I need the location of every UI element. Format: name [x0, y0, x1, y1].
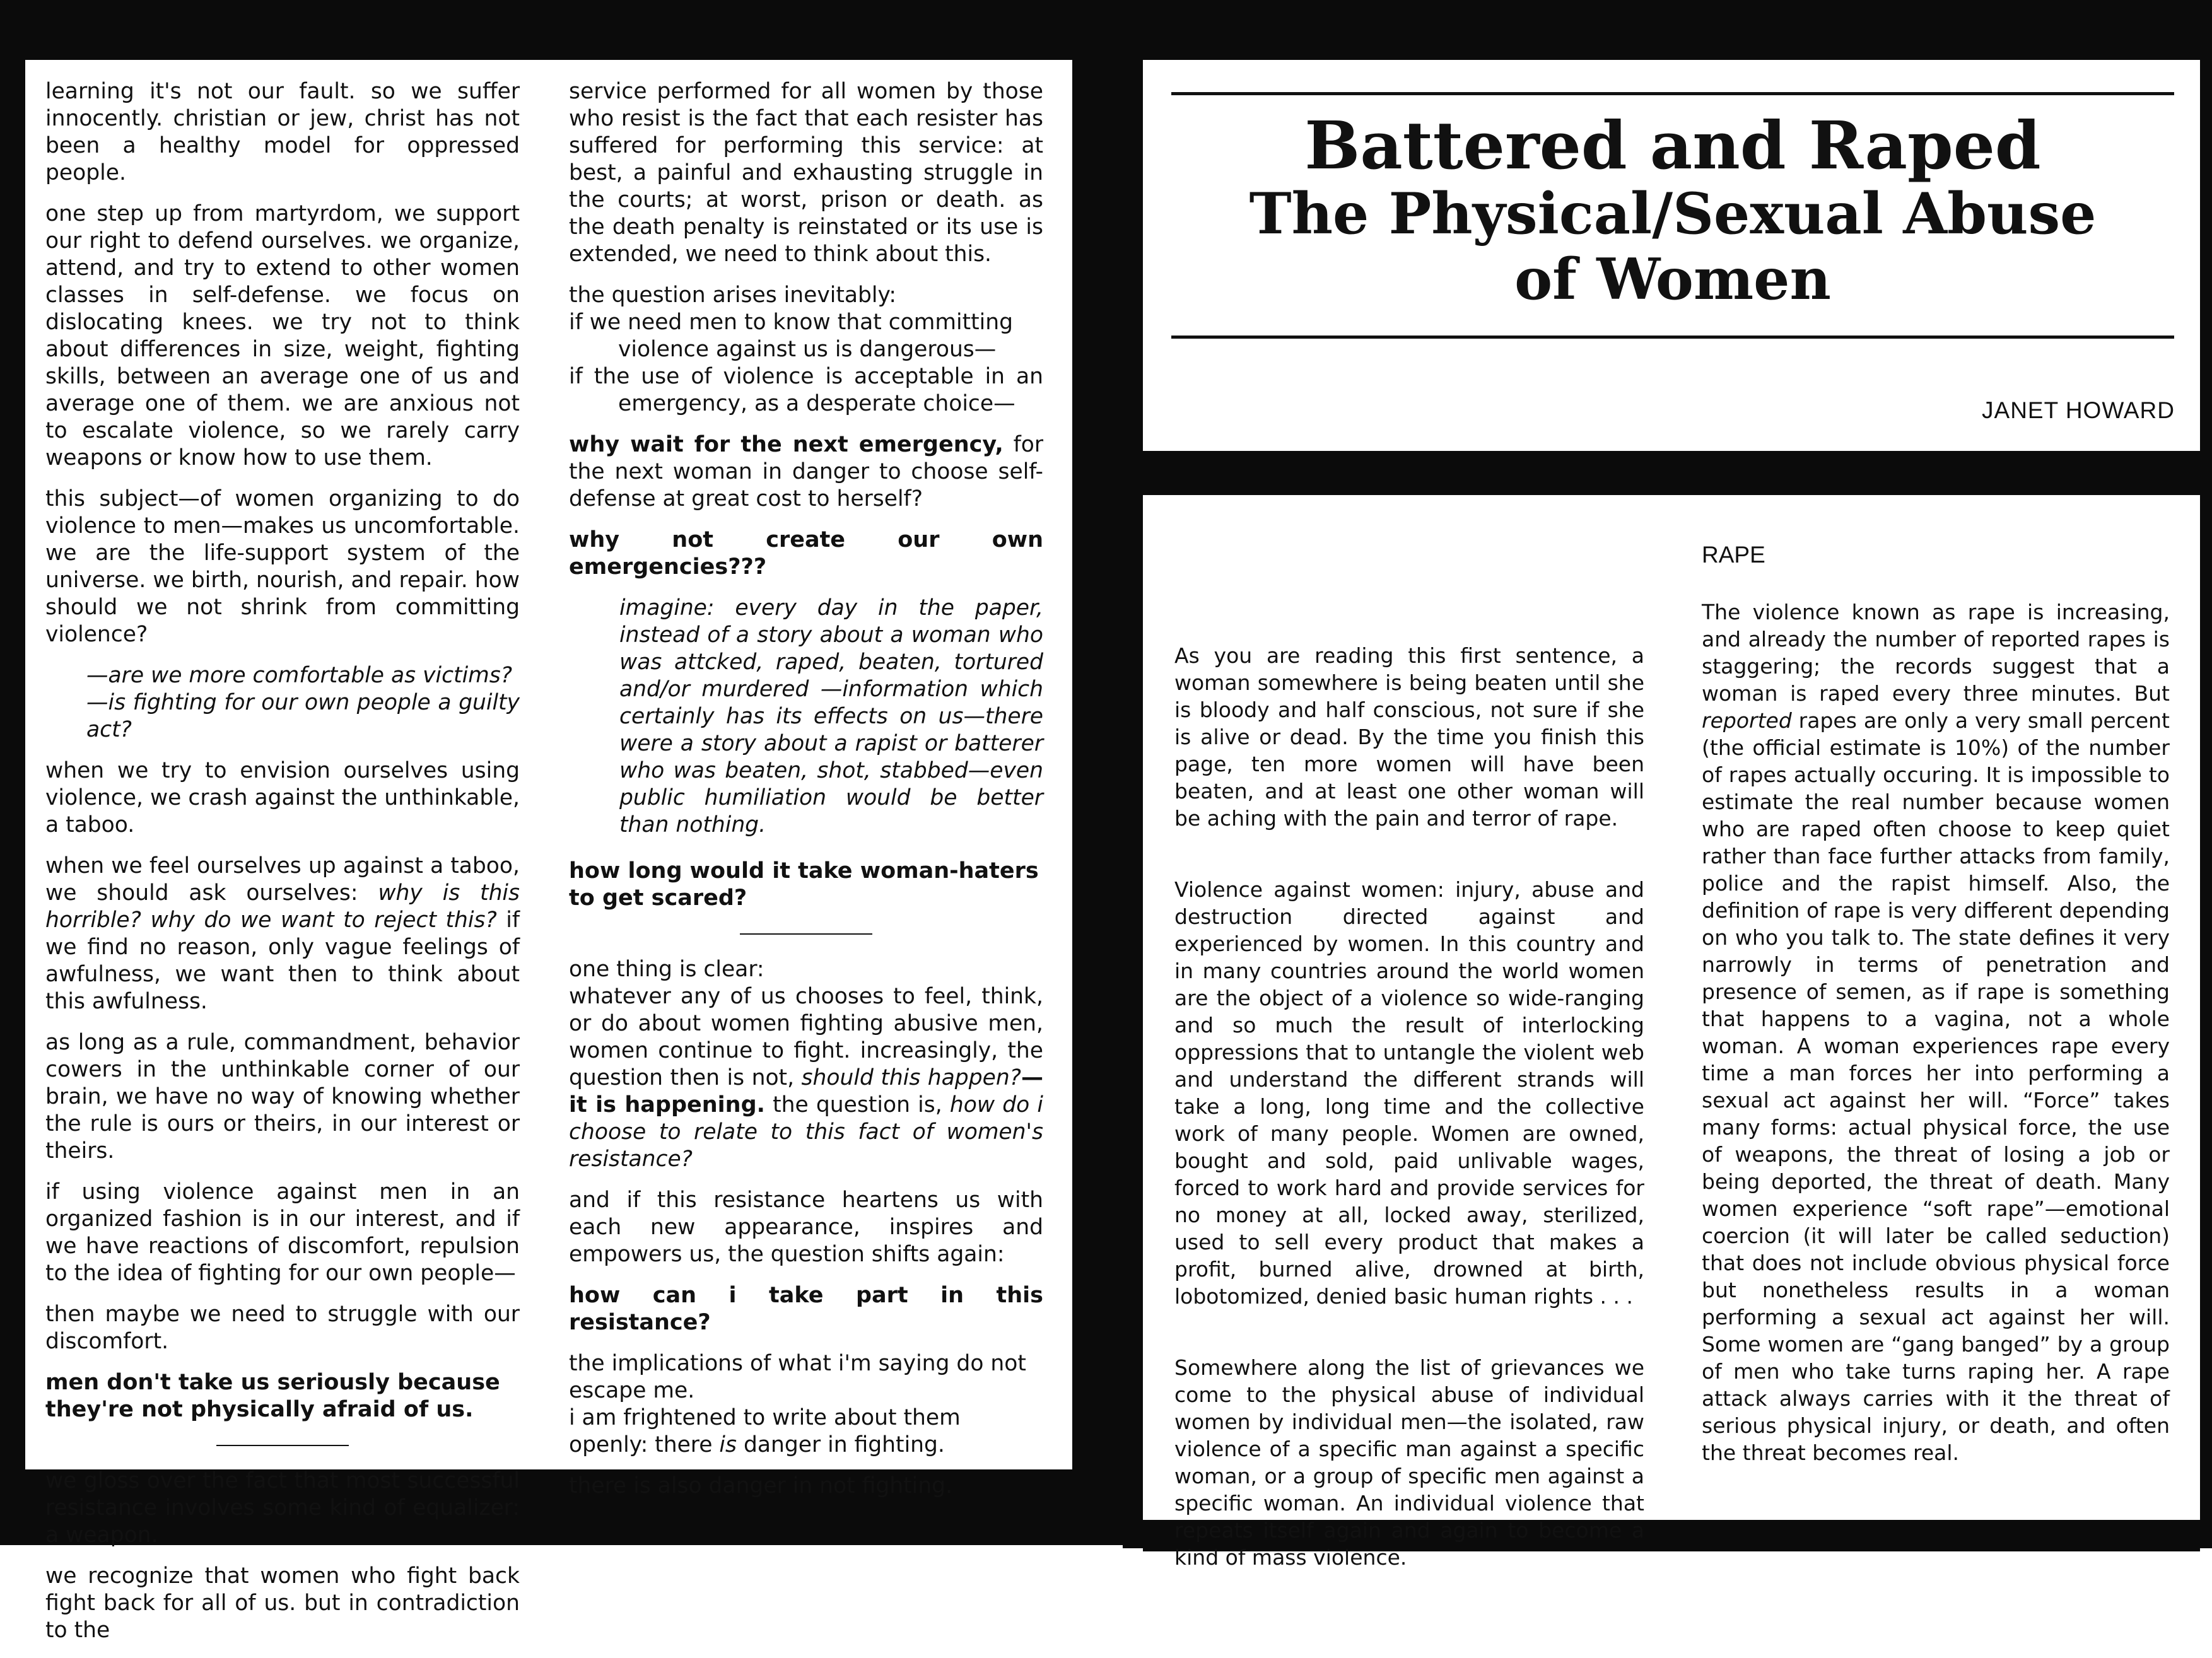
question-line: —is fighting for our own people a guilty act?	[86, 690, 520, 742]
right-page-right-edge	[2200, 60, 2212, 1548]
paragraph: one step up from martyrdom, we support our right to defend ourselves. we organize, attend, and try to extend to other women classes in self-defense. we focus on dislocating knees. we try not to think about differences in size, weight, fighting skills, between an average one of us and average one of them. we are anxious not to escalate violence, so we rarely carry weapons or know how to use them.	[45, 201, 520, 470]
text-run: rapes are only a very small percent (the official estimate is 10%) of the number of rapes actually occuring. It is impossible to estimate the real number because women who are raped often choose to keep quiet rather than face further attacks from family, police and the rapist himself. Also, the definition of rape is very different depending on who you talk to. The state defines it very narrowly in terms of penetration and presence of semen, as if rape is something that happens to a vagina, not a whole woman. A woman experiences rape every time a man forces her into performing a sexual act against her will. “Force” takes many forms: actual physical force, the use of weapons, the threat of losing a job or being deported, the threat of death. Many women experience “soft rape”—emotional coercion (it will later be called seduction) that does not include obvious physical force but nonetheless results in a woman performing a sexual act against her will. Some women are “gang banged” by a group of men who take turns raping her. A rape attack always carries with it the threat of serious physical injury, or death, and often the threat becomes real.	[1702, 708, 2170, 1465]
paragraph: we gloss over the fact that most successful resistance involves some kind of equalizer: a weapon.	[45, 1468, 520, 1548]
paragraph: there is also danger in not fighting.	[569, 1473, 952, 1498]
author-byline: JANET HOWARD	[1982, 397, 2175, 423]
bold-text-run: why wait for the next emergency,	[569, 432, 1004, 457]
title-line-1: Battered and Raped	[1304, 107, 2041, 184]
italic-text-run: is	[719, 1432, 737, 1457]
left-edge-bar	[0, 0, 25, 1545]
paragraph: if using violence against men in an organized fashion is in our interest, and if we have reactions of discomfort, repulsion to the idea of fighting for our own people—	[45, 1179, 520, 1286]
paragraph	[45, 853, 520, 1015]
bold-statement: why not create our own emergencies???	[569, 527, 1043, 580]
title-top-rule	[1171, 92, 2174, 95]
paragraph: learning it's not our fault. so we suffer innocently. christian or jew, christ has not been a healthy model for oppressed people.	[45, 79, 520, 185]
text-run: if we find no reason, only vague feelings of awfulness, we want then to think about this awfulness.	[45, 908, 520, 1014]
paragraph: when we try to envision ourselves using violence, we crash against the unthinkable, a taboo.	[45, 758, 520, 838]
right-column-2	[1702, 541, 2170, 1466]
left-column-1	[45, 78, 520, 1658]
section-divider	[216, 1445, 349, 1446]
italic-text-run: should this happen?	[801, 1065, 1021, 1090]
paragraph: and if this resistance heartens us with each new appearance, inspires and empowers us, the question shifts again:	[569, 1188, 1043, 1267]
paragraph: we recognize that women who fight back fight back for all of us. but in contradiction to the	[45, 1563, 520, 1643]
paragraph	[569, 1404, 1043, 1459]
paragraph: Somewhere along the list of grievances we come to the physical abuse of individual women by individual men—the isolated, raw violence of a specific man against a specific woman, or a group of specific men against a specific woman. An individual violence that repeats itself again and again to become a kind of mass violence.	[1174, 1355, 1644, 1570]
bold-statement: how long would it take woman-haters to get scared?	[569, 858, 1039, 911]
left-column-2	[569, 78, 1043, 1514]
text-run: the question is,	[764, 1092, 950, 1118]
bold-text-run: —it is happening.	[569, 1065, 1043, 1118]
paragraph: As you are reading this first sentence, a woman somewhere is being beaten until she is bloody and half conscious, not sure if she is alive or dead. By the time you finish this page, ten more women will have been beaten, and at least one other woman will be aching with the pain and terror of rape.	[1174, 643, 1644, 831]
paragraph: then maybe we need to struggle with our discomfort.	[45, 1302, 520, 1354]
paragraph: service performed for all women by those who resist is the fact that each resister has suffered for performing this service: at best, a painful and exhausting struggle in the courts; at worst, prison or death. as the death penalty is reinstated or its use is extended, we need to think about this.	[569, 79, 1043, 267]
right-column-1	[1174, 642, 1644, 1615]
italic-text-run: why is this horrible? why do we want to reject this?	[45, 880, 520, 933]
paragraph: if we need men to know that committing violence against us is dangerous—	[569, 310, 1013, 362]
paragraph: this subject—of women organizing to do violence to men—makes us uncomfortable. we are the life-support system of the universe. we birth, nourish, and repair. how should we not shrink from committing violence?	[45, 486, 520, 647]
article-title	[1171, 107, 2174, 313]
paragraph	[569, 983, 1043, 1173]
paragraph: one thing is clear:	[569, 957, 764, 982]
right-page-left-edge	[1123, 60, 1143, 1548]
title-line-2: The Physical/Sexual Abuse	[1249, 180, 2097, 247]
title-line-3: of Women	[1514, 246, 1831, 313]
italic-text-run: reported	[1702, 708, 1792, 733]
bold-statement: men don't take us seriously because they're not physically afraid of us.	[45, 1370, 500, 1422]
italic-text-run: how do i choose to relate to this fact of women's resistance?	[569, 1092, 1043, 1172]
question-line: —are we more comfortable as victims?	[86, 663, 513, 688]
paragraph	[569, 431, 1043, 513]
paragraph: Violence against women: injury, abuse and destruction directed against and experienced by women. In this country and in many countries around the world women are the object of a violence so wide-ranging and so much the result of interlocking oppressions that to untangle the violent web and understand the different strands will take a long, long time and the collective work of many people. Women are owned, bought and sold, paid unlivable wages, forced to work hard and provide services for no money at all, locked away, sterilized, used to sell every product that makes a profit, burned alive, drowned at birth, lobotomized, denied basic human rights . . .	[1174, 877, 1644, 1309]
paragraph: the implications of what i'm saying do not escape me.	[569, 1351, 1026, 1403]
bold-statement: how can i take part in this resistance?	[569, 1283, 1043, 1335]
italic-passage: imagine: every day in the paper, instead of a story about a woman who was attcked, raped, beaten, tortured and/or murdered —information which certainly has its effects on us—there were a story about a rapist or batterer who was beaten, shot, stabbed—even public humiliation would be better than nothing.	[619, 595, 1043, 838]
paragraph: if the use of violence is acceptable in an emergency, as a desperate choice—	[569, 364, 1043, 416]
text-run: for the next woman in danger to choose self-defense at great cost to herself?	[569, 432, 1044, 511]
text-run: danger in fighting.	[736, 1432, 945, 1457]
paragraph	[1702, 598, 2170, 1466]
text-run: whatever any of us chooses to feel, think, or do about women fighting abusive men, women continue to fight. increasingly, the question then is not,	[569, 984, 1043, 1090]
title-bottom-rule	[1171, 336, 2174, 339]
text-run: when we feel ourselves up against a taboo, we should ask ourselves:	[45, 853, 520, 906]
section-divider	[740, 933, 872, 935]
text-run: The violence known as rape is increasing, and already the number of reported rapes is staggering; the records suggest that a woman is raped every three minutes. But	[1702, 600, 2170, 706]
section-heading: RAPE	[1702, 542, 1765, 568]
paragraph: as long as a rule, commandment, behavior cowers in the unthinkable corner of our brain, we have no way of knowing whether the rule is ours or theirs, in our interest or theirs.	[45, 1030, 520, 1164]
gutter-bar	[1072, 0, 1123, 1545]
paragraph: the question arises inevitably:	[569, 283, 897, 308]
text-run: i am frightened to write about them openly: there	[569, 1405, 961, 1457]
title-band-separator	[1143, 451, 2200, 495]
